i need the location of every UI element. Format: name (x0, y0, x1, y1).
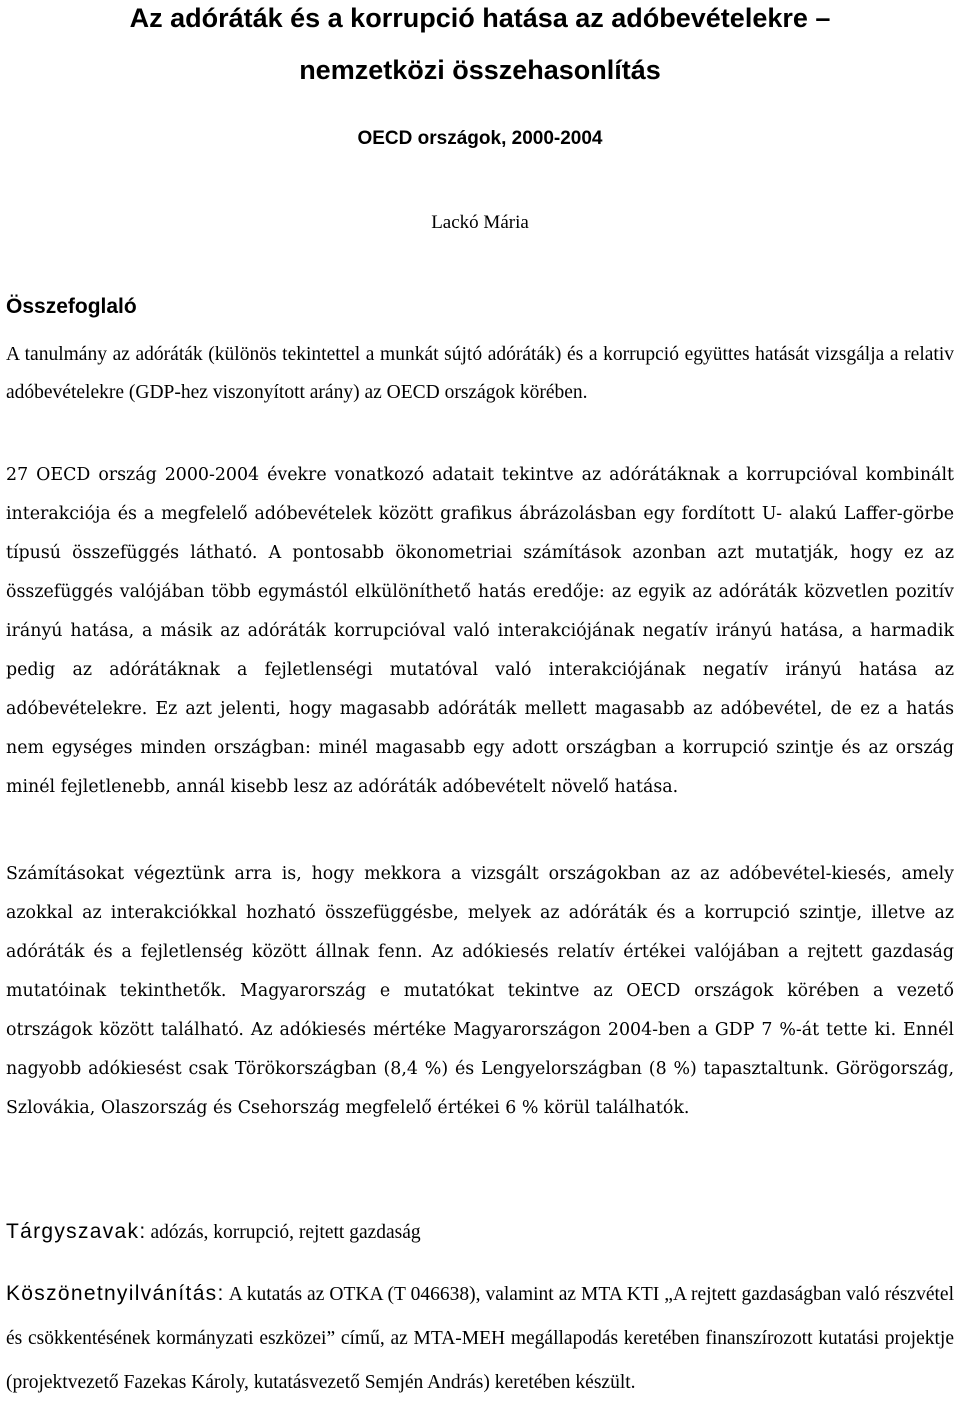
abstract-heading: Összefoglaló (6, 295, 137, 318)
acknowledgement-label: Köszönetnyilvánítás: (6, 1282, 225, 1305)
author-name: Lackó Mária (431, 212, 529, 233)
keywords-line (6, 1214, 954, 1252)
document-title-line-2: nemzetközi összehasonlítás (299, 55, 661, 85)
acknowledgement-paragraph (6, 1272, 954, 1405)
keywords-text: adózás, korrupció, rejtett gazdaság (150, 1222, 421, 1243)
abstract-paragraph-2: Számításokat végeztünk arra is, hogy mekkora a vizsgált országokban az az adóbevétel-kiesés, amely azokkal az interakciókkal hozható összefüggésbe, melyek az adóráták és a korrupció szintje, illetve az adóráták és a fejletlenség között állnak fenn. Az adókiesés relatív értékei valójában a rejtett gazdaság mutatóinak tekinthetők. Magyarország e mutatókat tekintve az OECD országok körében a vezető otrszágok között található. Az adókiesés mértéke Magyarországon 2004-ben a GDP 7 %-át tette ki. Ennél nagyobb adókiesést csak Törökországban (8,4 %) és Lengyelországban (8 %) tapasztaltunk. Görögország, Szlovákia, Olaszország és Csehország megfelelő értékei 6 % körül találhatók. (6, 864, 954, 1118)
abstract-paragraph-1: 27 OECD ország 2000-2004 évekre vonatkozó adatait tekintve az adórátáknak a korrupcióval kombinált interakciója és a megfelelő adóbevételek között grafikus ábrázolásban egy fordított U- alakú Laffer-görbe típusú összefüggés látható. A pontosabb ökonometriai számítások azonban azt mutatják, hogy ez az összefüggés valójában több egymástól elkülöníthető hatás eredője: az egyik az adóráták közvetlen pozitív irányú hatása, a másik az adóráták korrupcióval való interakciójának negatív irányú hatása, a harmadik pedig az adórátáknak a fejletlenségi mutatóval való interakciójának negatív irányú hatása az adóbevételekre. Ez azt jelenti, hogy magasabb adóráták mellett magasabb az adóbevétel, de ez a hatás nem egységes minden országban: minél magasabb egy adott országban a korrupció szintje és az ország minél fejletlenebb, annál kisebb lesz az adóráták adóbevételt növelő hatása. (6, 465, 954, 797)
keywords-label: Tárgyszavak: (6, 1220, 147, 1243)
abstract-intro-paragraph: A tanulmány az adóráták (különös tekintettel a munkát sújtó adóráták) és a korrupció együttes hatását vizsgálja a relativ adóbevételekre (GDP-hez viszonyított arány) az OECD országok körében. (6, 344, 954, 403)
document-title-line-1: Az adóráták és a korrupció hatása az adóbevételekre – (129, 3, 831, 33)
acknowledgement-text: A kutatás az OTKA (T 046638), valamint az MTA KTI „A rejtett gazdaságban való részvétel és csökkentésének kormányzati eszközei” című, az MTA-MEH megállapodás keretében finanszírozott kutatási projektje (projektvezető Fazekas Károly, kutatásvezető Semjén András) keretében készült. (6, 1284, 955, 1393)
document-subtitle: OECD országok, 2000-2004 (357, 128, 603, 149)
